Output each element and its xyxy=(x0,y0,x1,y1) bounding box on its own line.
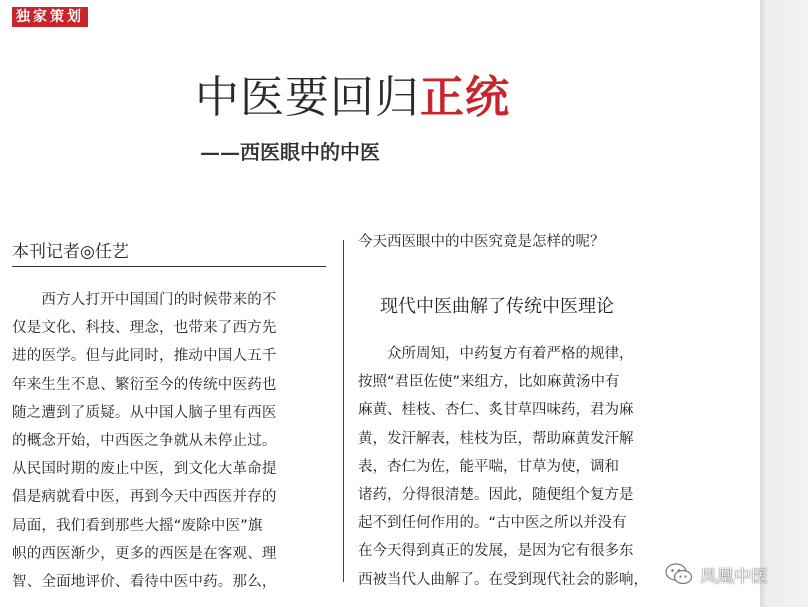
byline-rule xyxy=(12,266,326,267)
text-line: 今天西医眼中的中医究竟是怎样的呢？ xyxy=(358,234,605,250)
column-divider xyxy=(343,240,344,582)
title-accent: 正统 xyxy=(420,72,510,123)
right-column-intro xyxy=(358,228,678,256)
text-line: 西方人打开中国国门的时候带来的不 xyxy=(12,292,277,308)
text-line: 表，杏仁为佐，能平喘，甘草为使，调和 xyxy=(358,458,619,475)
text-line: 西被当代人曲解了。在受到现代社会的影响， xyxy=(358,571,648,588)
wechat-icon xyxy=(664,562,694,586)
text-line: 的概念开始，中西医之争就从未停止过。 xyxy=(12,432,277,449)
text-line: 进的医学。但与此同时，推动中国人五千 xyxy=(12,348,277,365)
text-line: 局面，我们看到那些大摇“废除中医”旗 xyxy=(12,517,263,534)
text-line: 诸药，分得很清楚。因此，随便组个复方是 xyxy=(358,486,634,503)
text-line: 黄，发汗解表，桂枝为臣，帮助麻黄发汗解 xyxy=(358,430,634,447)
left-column xyxy=(12,286,330,596)
text-line: 帜的西医渐少，更多的西医是在客观、理 xyxy=(12,545,277,562)
text-line: 随之遭到了质疑。从中国人脑子里有西医 xyxy=(12,404,277,421)
article-subtitle: ——西医眼中的中医 xyxy=(200,140,380,164)
page-gutter xyxy=(760,0,808,607)
text-line: 众所周知，中药复方有着严格的规律， xyxy=(358,346,634,362)
text-line: 智、全面地评价、看待中医中药。那么， xyxy=(12,573,277,590)
text-line: 年来生生不息、繁衍至今的传统中医药也 xyxy=(12,376,277,393)
text-line: 按照“君臣佐使”来组方，比如麻黄汤中有 xyxy=(358,374,620,391)
watermark xyxy=(664,561,768,587)
watermark-text: 凤凰中医 xyxy=(700,566,768,587)
text-line: 从民国时期的废止中医，到文化大革命提 xyxy=(12,461,277,478)
section-heading: 现代中医曲解了传统中医理论 xyxy=(380,296,614,317)
text-line: 仅是文化、科技、理念，也带来了西方先 xyxy=(12,320,277,337)
right-column-body xyxy=(358,340,678,594)
text-line: 倡是病就看中医，再到今天中西医并存的 xyxy=(12,489,277,506)
article-title xyxy=(195,70,510,126)
title-main: 中医要回归 xyxy=(195,72,420,123)
byline: 本刊记者◎任艺 xyxy=(12,242,129,262)
text-line: 在今天得到真正的发展，是因为它有很多东 xyxy=(358,543,634,560)
text-line: 麻黄、桂枝、杏仁、炙甘草四味药，君为麻 xyxy=(358,402,634,419)
text-line: 起不到任何作用的。“古中医之所以并没有 xyxy=(358,515,627,532)
section-tag: 独家策划 xyxy=(12,7,88,27)
